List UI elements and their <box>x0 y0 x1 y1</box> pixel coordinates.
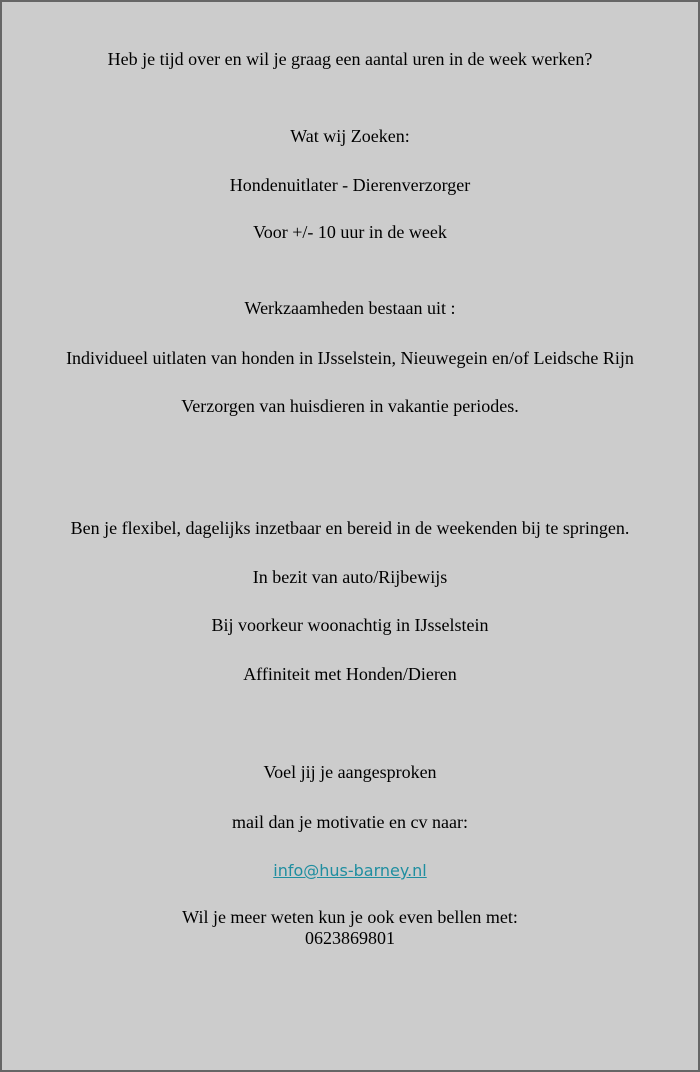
task-item: Individueel uitlaten van honden in IJsselstein, Nieuwegein en/of Leidsche Rijn <box>66 348 634 368</box>
requirement-item: Bij voorkeur woonachtig in IJsselstein <box>211 615 489 635</box>
hours-text: Voor +/- 10 uur in de week <box>253 222 447 242</box>
requirement-item: Ben je flexibel, dagelijks inzetbaar en bereid in de weekenden bij te springen. <box>70 518 630 538</box>
email-link[interactable]: info@hus-barney.nl <box>273 861 427 880</box>
requirement-item: In bezit van auto/Rijbewijs <box>252 567 448 587</box>
call-to-action: Voel jij je aangesproken <box>263 762 437 782</box>
phone-number: 0623869801 <box>305 928 395 948</box>
mail-instruction: mail dan je motivatie en cv naar: <box>232 812 468 832</box>
phone-instruction: Wil je meer weten kun je ook even bellen met: <box>182 907 518 927</box>
role-title: Hondenuitlater - Dierenverzorger <box>229 175 471 195</box>
search-heading: Wat wij Zoeken: <box>290 126 410 146</box>
tasks-heading: Werkzaamheden bestaan uit : <box>244 298 456 318</box>
intro-text: Heb je tijd over en wil je graag een aantal uren in de week werken? <box>107 49 593 69</box>
email-line <box>2 860 698 881</box>
requirement-item: Affiniteit met Honden/Dieren <box>243 664 457 684</box>
task-item: Verzorgen van huisdieren in vakantie periodes. <box>181 396 519 416</box>
